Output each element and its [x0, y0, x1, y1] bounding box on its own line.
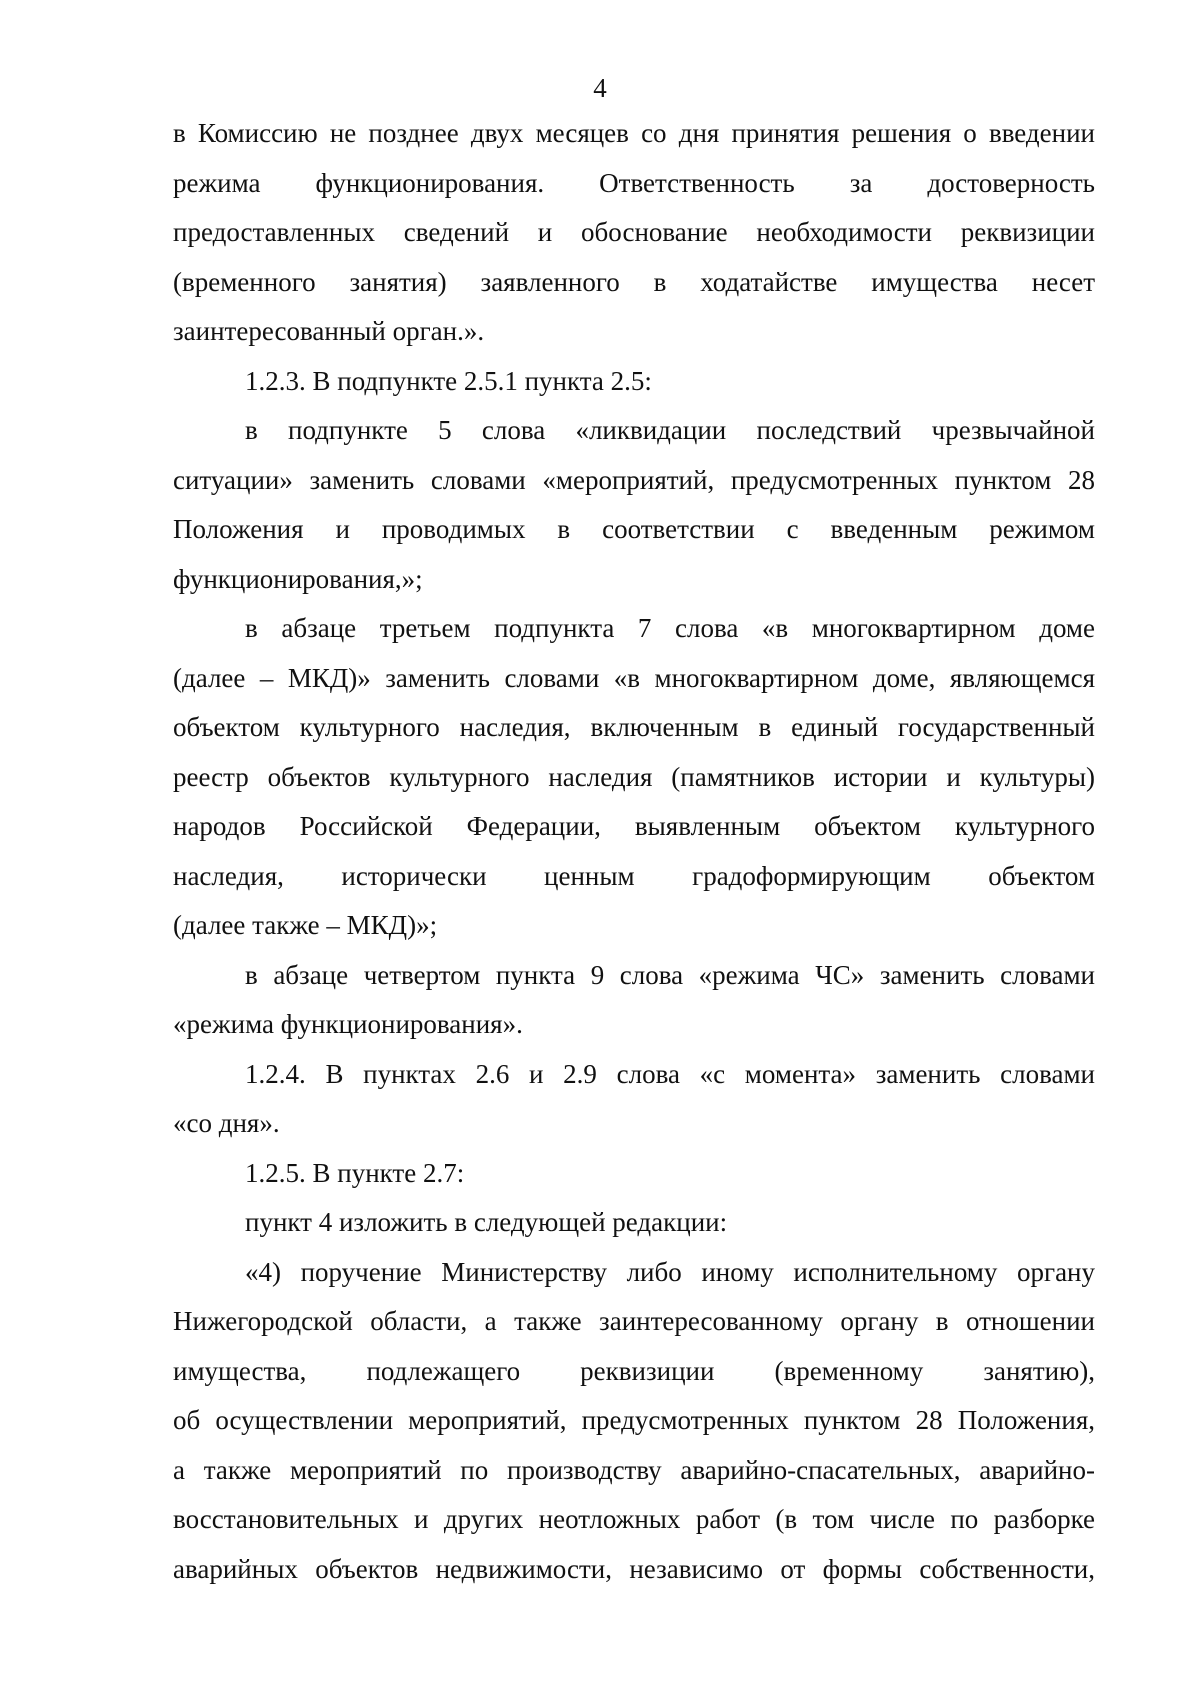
- text-line: а также мероприятий по производству аварийно-спасательных, аварийно-: [173, 1454, 1095, 1485]
- text-line: об осуществлении мероприятий, предусмотренных пунктом 28 Положения,: [173, 1405, 1095, 1435]
- text-line: Положения и проводимых в соответствии с введенным режимом: [173, 514, 1095, 544]
- text-line: в абзаце четвертом пункта 9 слова «режима ЧС» заменить словами: [245, 959, 1095, 990]
- text-line: режима функционирования. Ответственность за достоверность: [173, 167, 1095, 198]
- text-line: объектом культурного наследия, включенным в единый государственный: [173, 712, 1095, 742]
- text-line: 1.2.4. В пунктах 2.6 и 2.9 слова «с момента» заменить словами: [245, 1058, 1095, 1089]
- text-line: в подпункте 5 слова «ликвидации последствий чрезвычайной: [245, 415, 1095, 445]
- text-line: аварийных объектов недвижимости, независимо от формы собственности,: [173, 1553, 1095, 1584]
- text-line: 1.2.3. В подпункте 2.5.1 пункта 2.5:: [245, 365, 652, 396]
- text-line: в Комиссию не позднее двух месяцев со дня принятия решения о введении: [173, 118, 1095, 148]
- text-line: наследия, исторически ценным градоформирующим объектом: [173, 860, 1095, 891]
- text-line: предоставленных сведений и обоснование необходимости реквизиции: [173, 217, 1095, 247]
- text-line: в абзаце третьем подпункта 7 слова «в многоквартирном доме: [245, 613, 1095, 643]
- text-line: имущества, подлежащего реквизиции (временному занятию),: [173, 1355, 1095, 1386]
- text-line: «со дня».: [173, 1108, 280, 1138]
- text-line: 1.2.5. В пункте 2.7:: [245, 1157, 465, 1188]
- text-line: (далее – МКД)» заменить словами «в многоквартирном доме, являющемся: [173, 662, 1095, 693]
- text-line: заинтересованный орган.».: [173, 316, 485, 346]
- document-body: [173, 109, 1095, 1594]
- text-line: (временного занятия) заявленного в ходатайстве имущества несет: [173, 266, 1095, 297]
- text-line: функционирования,»;: [173, 563, 423, 594]
- text-line: «режима функционирования».: [173, 1009, 523, 1039]
- text-line: восстановительных и других неотложных работ (в том числе по разборке: [173, 1504, 1095, 1534]
- text-line: (далее также – МКД)»;: [173, 910, 438, 940]
- text-line: народов Российской Федерации, выявленным объектом культурного: [173, 811, 1095, 841]
- text-line: Нижегородской области, а также заинтересованному органу в отношении: [173, 1306, 1095, 1336]
- text-line: «4) поручение Министерству либо иному исполнительному органу: [245, 1256, 1095, 1287]
- text-line: пункт 4 изложить в следующей редакции:: [245, 1207, 728, 1237]
- text-line: реестр объектов культурного наследия (памятников истории и культуры): [173, 761, 1095, 792]
- text-line: ситуации» заменить словами «мероприятий, предусмотренных пунктом 28: [173, 464, 1095, 495]
- page-number: 4: [593, 73, 607, 103]
